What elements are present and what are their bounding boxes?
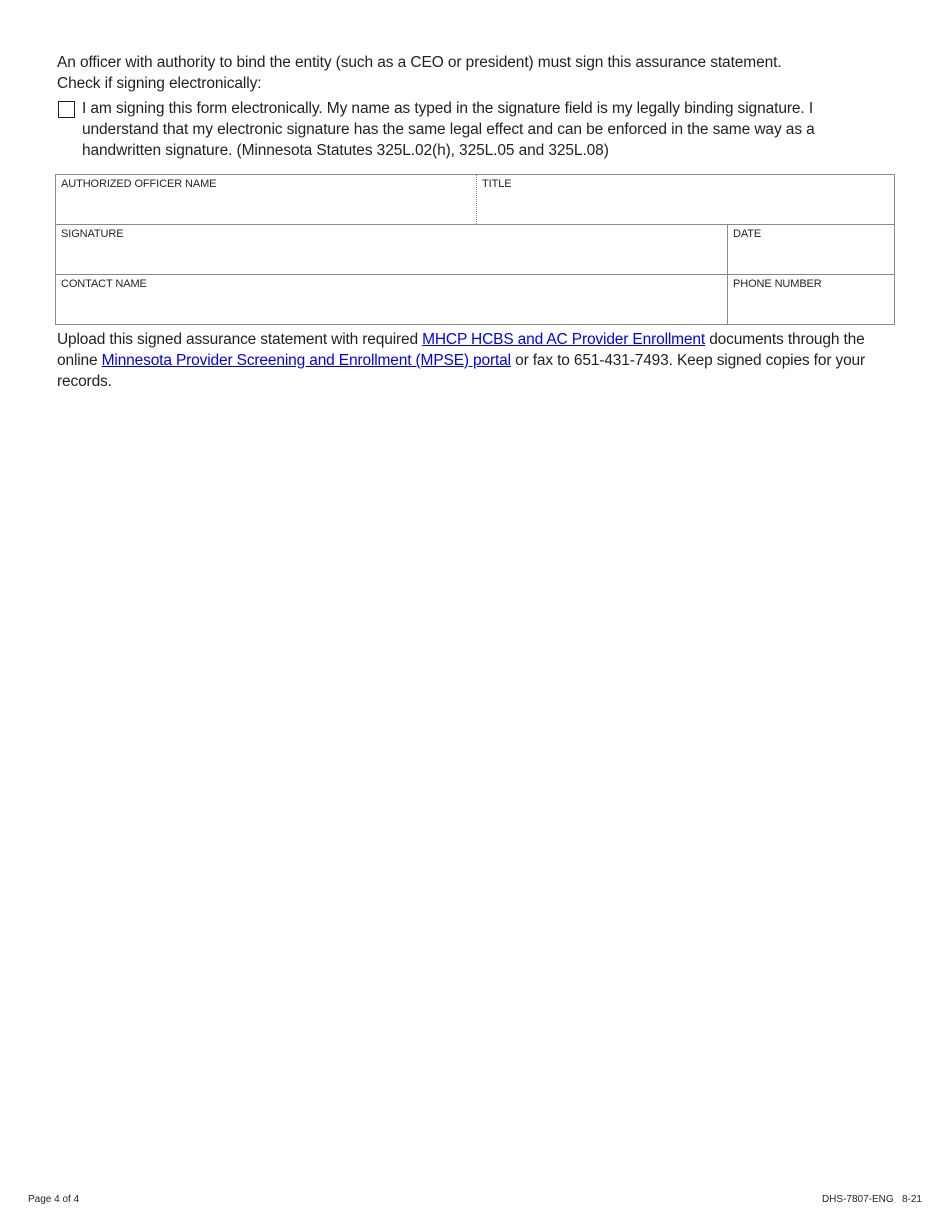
mpse-portal-link[interactable]: Minnesota Provider Screening and Enrollment (MPSE) portal <box>101 352 511 369</box>
instructions-text-2: documents through the online <box>57 331 865 369</box>
authorized-officer-name-label: AUTHORIZED OFFICER NAME <box>61 178 217 190</box>
form-row-signature <box>56 225 894 275</box>
instructions-text-1: Upload this signed assurance statement with required <box>57 331 423 348</box>
esign-checkbox-row <box>58 98 898 161</box>
signature-cell <box>56 225 727 274</box>
esign-checkbox-label: I am signing this form electronically. My name as typed in the signature field is my legally binding signature. I understand that my electronic signature has the same legal effect and can be enforced in the same way as a handwritten signature. (Minnesota Statutes 325L.02(h), 325L.05 and 325L.08) <box>82 100 815 159</box>
intro-text <box>57 52 897 94</box>
title-input[interactable] <box>482 196 889 220</box>
phone-number-input[interactable] <box>733 296 889 320</box>
contact-name-input[interactable] <box>61 296 722 320</box>
authorized-officer-name-input[interactable] <box>61 196 471 220</box>
date-input[interactable] <box>733 246 889 270</box>
contact-name-cell <box>56 275 727 324</box>
form-id: DHS-7807-ENG 8-21 <box>821 1194 922 1205</box>
esign-checkbox[interactable] <box>58 101 75 118</box>
upload-instructions <box>57 329 902 392</box>
signature-label: SIGNATURE <box>61 228 124 240</box>
check-if-electronic-text: Check if signing electronically: <box>57 75 262 92</box>
mhcp-hcbs-enrollment-link[interactable]: MHCP HCBS and AC Provider Enrollment <box>422 331 706 348</box>
contact-name-label: CONTACT NAME <box>61 278 147 290</box>
date-cell <box>727 225 894 274</box>
form-row-contact <box>56 275 894 324</box>
upload-instructions-paragraph <box>57 329 902 392</box>
title-label: TITLE <box>482 178 512 190</box>
instructions-text-3: or fax to 651-431-7493. Keep signed copies for your records. <box>57 352 866 390</box>
form-row-officer <box>56 175 894 225</box>
phone-number-label: PHONE NUMBER <box>733 278 822 290</box>
phone-number-cell <box>727 275 894 324</box>
officer-requirement-text: An officer with authority to bind the entity (such as a CEO or president) must sign this assurance statement. <box>57 54 782 71</box>
authorized-officer-name-cell <box>56 175 476 224</box>
signature-form-table <box>55 174 895 325</box>
page-number: Page 4 of 4 <box>28 1194 80 1205</box>
date-label: DATE <box>733 228 762 240</box>
signature-input[interactable] <box>61 246 722 270</box>
title-cell <box>476 175 894 224</box>
